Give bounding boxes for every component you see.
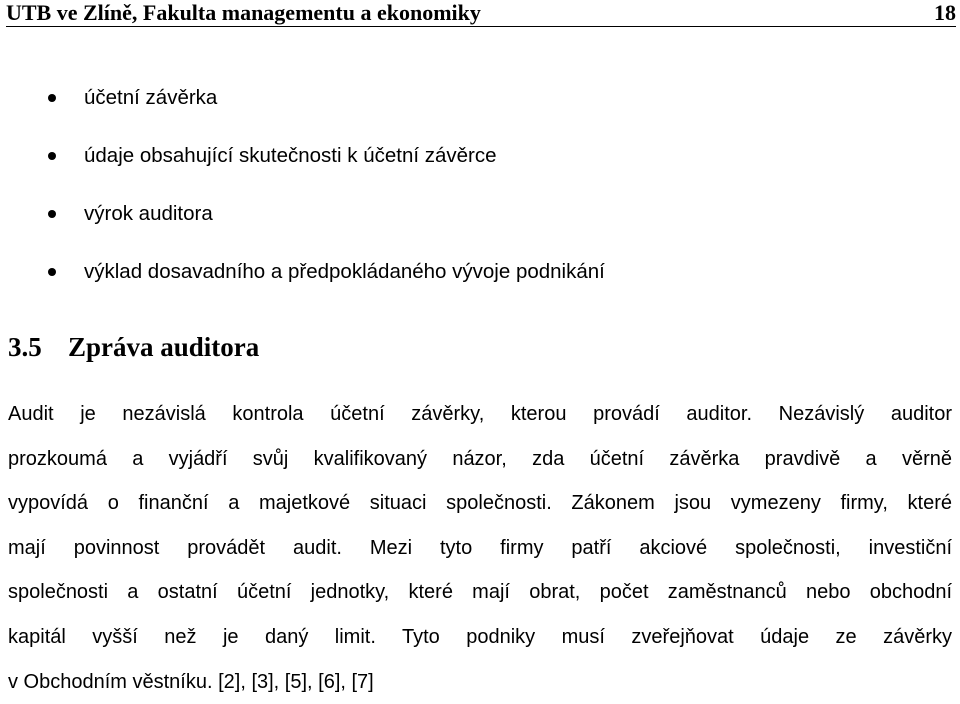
body-paragraph: [8, 392, 952, 704]
bullet-item: [0, 196, 605, 254]
bullet-list: [0, 80, 605, 312]
bullet-dot-icon: [48, 94, 56, 102]
bullet-item: [0, 254, 605, 312]
bullet-dot-icon: [48, 152, 56, 160]
bullet-text: výrok auditora: [84, 202, 213, 225]
paragraph-line: v Obchodním věstníku. [2], [3], [5], [6], [7]: [8, 670, 374, 693]
bullet-text: výklad dosavadního a předpokládaného vývoje podnikání: [84, 260, 605, 283]
section-number: 3.5: [8, 332, 42, 362]
paragraph-line: prozkoumá a vyjádří svůj kvalifikovaný názor, zda účetní závěrka pravdivě a věrně: [8, 447, 952, 470]
section-heading: [8, 327, 259, 367]
paragraph-line: kapitál vyšší než je daný limit. Tyto podniky musí zveřejňovat údaje ze závěrky: [8, 625, 952, 648]
page-number: 18: [934, 0, 956, 25]
paragraph-line: Audit je nezávislá kontrola účetní závěrky, kterou provádí auditor. Nezávislý auditor: [8, 403, 952, 425]
bullet-text: účetní závěrka: [84, 86, 218, 109]
bullet-text: údaje obsahující skutečnosti k účetní závěrce: [84, 144, 497, 167]
paragraph-line: vypovídá o finanční a majetkové situaci společnosti. Zákonem jsou vymezeny firmy, které: [8, 492, 952, 515]
paragraph-line: mají povinnost provádět audit. Mezi tyto firmy patří akciové společnosti, investiční: [8, 536, 952, 559]
header-title: UTB ve Zlíně, Fakulta managementu a ekonomiky: [6, 0, 481, 25]
bullet-dot-icon: [48, 268, 56, 276]
page-header: [6, 0, 956, 27]
bullet-dot-icon: [48, 210, 56, 218]
bullet-item: [0, 80, 605, 138]
paragraph-line: společnosti a ostatní účetní jednotky, které mají obrat, počet zaměstnanců nebo obchodní: [8, 581, 952, 604]
bullet-item: [0, 138, 605, 196]
section-title-text: Zpráva auditora: [68, 332, 260, 362]
